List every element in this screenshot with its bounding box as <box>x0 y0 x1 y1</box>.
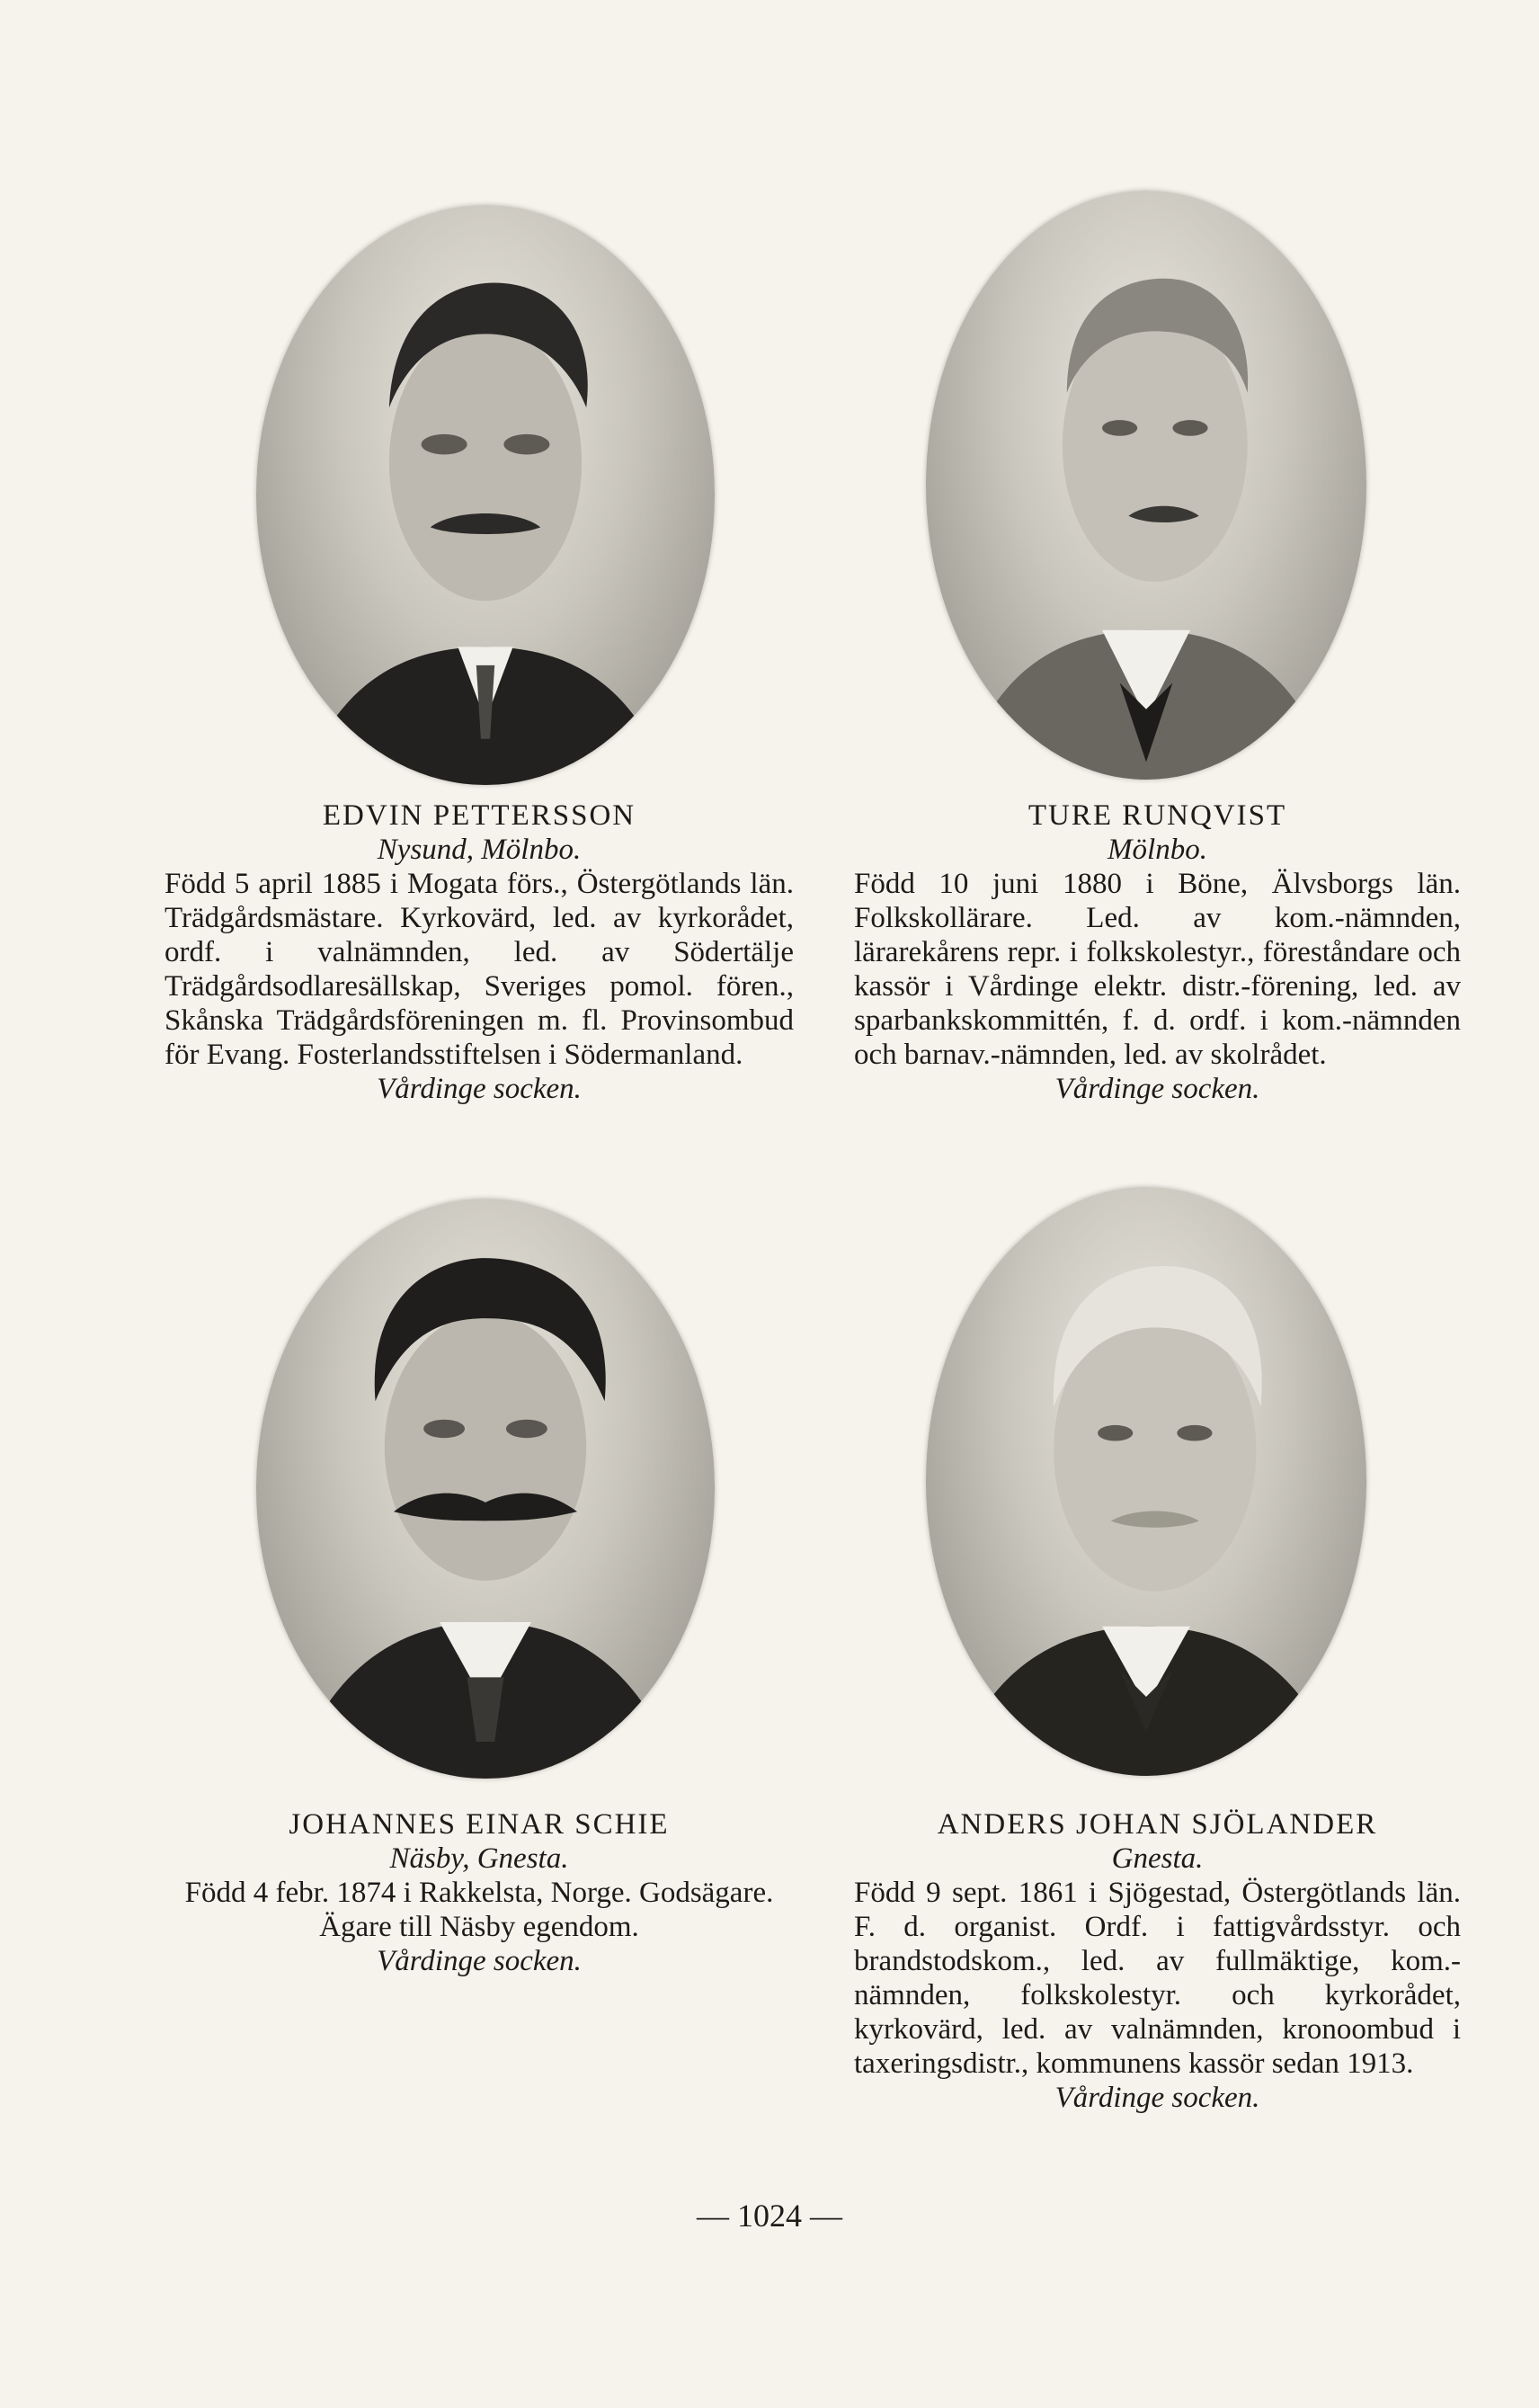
parish-label: Vårdinge socken. <box>1054 2082 1260 2114</box>
page-number: — 1024 — <box>697 2198 842 2234</box>
person-place: Gnesta. <box>1111 1842 1204 1875</box>
person-name: EDVIN PETTERSSON <box>322 799 636 832</box>
parish-label: Vårdinge socken. <box>377 1945 582 1977</box>
person-name: JOHANNES EINAR SCHIE <box>289 1808 670 1841</box>
portrait-anders-johan-sjolander <box>926 1187 1366 1776</box>
person-place: Mölnbo. <box>1108 834 1207 866</box>
entry-anders-johan-sjolander <box>854 1807 1461 2115</box>
portrait-edvin-pettersson <box>256 205 715 785</box>
person-place: Näsby, Gnesta. <box>389 1842 569 1875</box>
portrait-ture-runqvist <box>926 191 1366 780</box>
person-name: TURE RUNQVIST <box>1027 799 1287 832</box>
parish-label: Vårdinge socken. <box>377 1073 582 1105</box>
portrait-johannes-einar-schie <box>256 1199 715 1779</box>
person-bio: Född 4 febr. 1874 i Rakkelsta, Norge. Godsägare. Ägare till Näsby egendom. <box>184 1877 774 1943</box>
person-name: ANDERS JOHAN SJÖLANDER <box>937 1808 1378 1841</box>
person-bio: Född 5 april 1885 i Mogata förs., Östergötlands län. Trädgårdsmästare. Kyrkovärd, led. av kyrkorådet, ordf. i valnämnden, led. av Södertälje Trädgårdsodlaresällskap, Sveriges pomol. fören., Skånska Trädgårdsföreningen m. fl. Provinsombud för Evang. Fosterlandsstiftelsen i Södermanland. <box>165 868 794 1071</box>
entry-ture-runqvist <box>854 798 1461 1106</box>
person-place: Nysund, Mölnbo. <box>377 834 582 866</box>
entry-edvin-pettersson <box>165 798 794 1106</box>
person-bio: Född 10 juni 1880 i Böne, Älvsborgs län. Folkskollärare. Led. av kom.-nämnden, lärarekårens repr. i folkskolestyr., föreståndare och kassör i Vårdinge elektr. distr.-förening, led. av sparbankskommittén, f. d. ordf. i kom.-nämnden och barnav.-nämnden, led. av skolrådet. <box>854 868 1461 1071</box>
parish-label: Vårdinge socken. <box>1054 1073 1260 1105</box>
person-bio: Född 9 sept. 1861 i Sjögestad, Östergötlands län. F. d. organist. Ordf. i fattigvårdsstyr. och brandstodskom., led. av fullmäktige, kom.-nämnden, folkskolestyr. och kyrkorådet, kyrkovärd, led. av valnämnden, kronoombud i taxeringsdistr., kommunens kassör sedan 1913. <box>854 1877 1461 2080</box>
entry-johannes-einar-schie <box>165 1807 794 1978</box>
